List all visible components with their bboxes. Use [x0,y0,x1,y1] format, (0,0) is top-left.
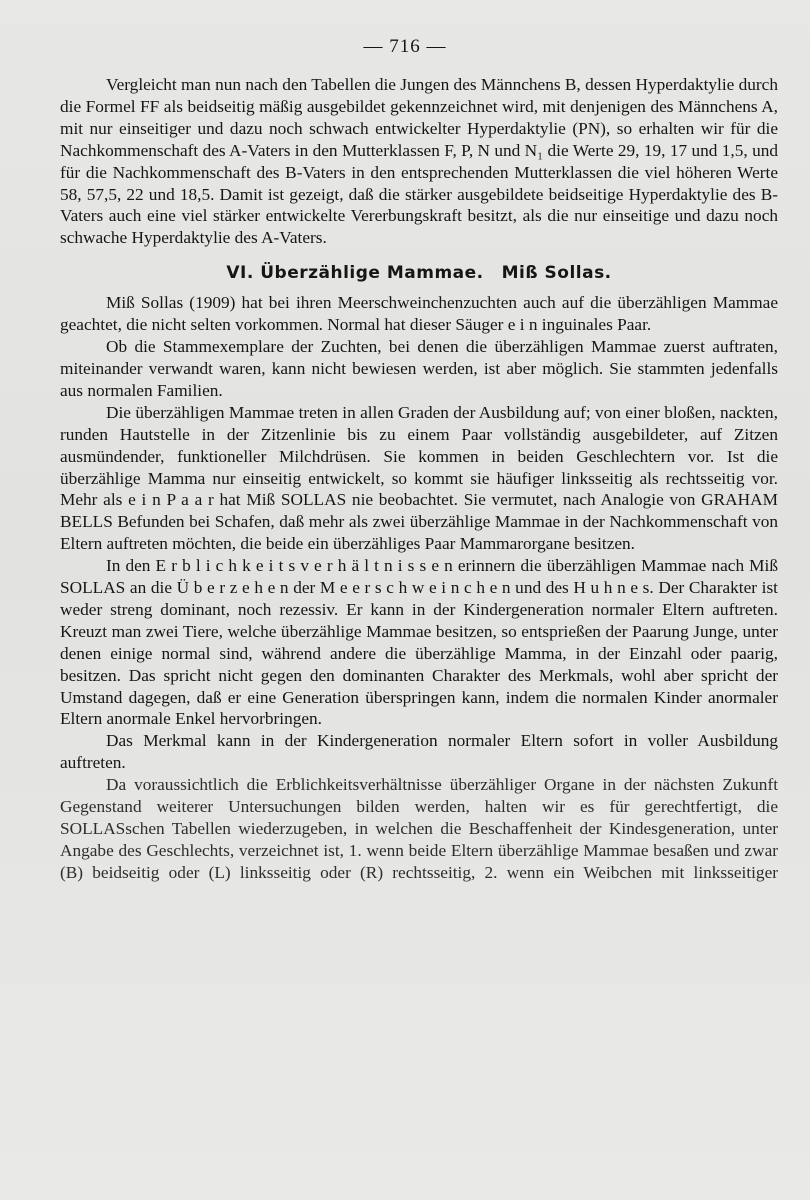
section-title: Überzählige Mammae. [260,263,484,284]
page-number: — 716 — [363,36,447,57]
paragraph-hyperdaktylie: Vergleicht man nun nach den Tabellen die Jungen des Männchens B, dessen Hyperdaktylie durch die Formel FF als beidseitig mäßig ausgebildet gekennzeichnet wird, mit denjenigen des Männchens A, mit nur einseitiger und dazu noch schwach entwickelter Hyperdaktylie (PN), so erhalten wir für die Nachkommenschaft des A-Vaters in den Mutterklassen F, P, N und N₁ die Werte 29, 19, 17 und 1,5, und für die Nachkommenschaft des B-Vaters in den entsprechenden Mutterklassen die viel höheren Werte 58, 57,5, 22 und 18,5. Damit ist gezeigt, daß die stärker ausgebildete beidseitige Hyperdaktylie des B-Vaters auch eine viel stärker entwickelte Vererbungskraft besitzt, als die nur einseitige und dazu noch schwache Hyperdaktylie des A-Vaters. [60,75,778,248]
paragraph-tabellen: Da voraussichtlich die Erblichkeitsverhältnisse überzähliger Organe in der nächsten Zukunft Gegenstand weiterer Untersuchungen bilden werden, halten wir es für gerechtfertigt, die SOLLASschen Tabellen wiederzugeben, in welchen die Beschaffenheit der Kindesgeneration, unter Angabe des Geschlechts, verzeichnet ist, 1. wenn beide Eltern überzählige Mammae besaßen und zwar (B) beidseitig oder (L) linksseitig oder (R) rechtsseitig, 2. wenn ein Weibchen mit linksseitiger [60,775,778,882]
paragraph-ausbildung: Die überzähligen Mammae treten in allen Graden der Ausbildung auf; von einer bloßen, nackten, runden Hautstelle in der Zitzenlinie bis zu einem Paar vollständig ausgebildeter, auf Zitzen ausmündender, funktioneller Milchdrüsen. Sie kommen in beiden Geschlechtern vor. Ist die überzählige Mamma nur einseitig entwickelt, so kommt sie häufiger linksseitig als rechtsseitig vor. Mehr als e i n P a a r hat Miß SOLLAS nie beobachtet. Sie vermutet, nach Analogie von GRAHAM BELLS Befunden bei Schafen, daß mehr als zwei überzählige Mammae in der Nachkommenschaft von Eltern auftreten möchten, die beide ein überzähliges Paar Mammarorgane besitzen. [60,402,778,554]
section-heading [60,261,778,285]
paragraph-merkmal: Das Merkmal kann in der Kindergeneration normaler Eltern sofort in voller Ausbildung auftreten. [60,731,778,773]
paragraph-erblichkeit: In den E r b l i c h k e i t s v e r h ä l t n i s s e n erinnern die überzähligen Mammae nach Miß SOLLAS an die Ü b e r z e h e n der M e e r s c h w e i n c h e n und des H u h n e s. Der Charakter ist weder streng dominant, noch rezessiv. Er kann in der Kindergeneration normaler Eltern auftreten. Kreuzt man zwei Tiere, welche überzählige Mammae besitzen, so entsprießen der Paarung Junge, unter denen einige normal sind, während andere die überzählige Mamma, in der Einzahl oder paarig, besitzen. Das spricht nicht gegen den dominanten Charakter des Merkmals, wohl aber spricht der Umstand dagegen, daß er eine Generation überspringen kann, indem die normalen Kinder anormaler Eltern anormale Enkel hervorbringen. [60,556,778,729]
section-author: Miß Sollas. [501,263,612,284]
paragraph-sollas-intro: Miß Sollas (1909) hat bei ihren Meerschweinchenzuchten auch auf die überzähligen Mammae geachtet, die nicht selten vorkommen. Normal hat dieser Säuger e i n inguinales Paar. [60,293,778,335]
paragraph-stammexemplare: Ob die Stammexemplare der Zuchten, bei denen die überzähligen Mammae zuerst auftraten, miteinander verwandt waren, kann nicht bewiesen werden, ist aber möglich. Sie stammten jedenfalls aus normalen Familien. [60,337,778,400]
body-text [60,74,778,884]
section-number: VI. [226,263,254,284]
